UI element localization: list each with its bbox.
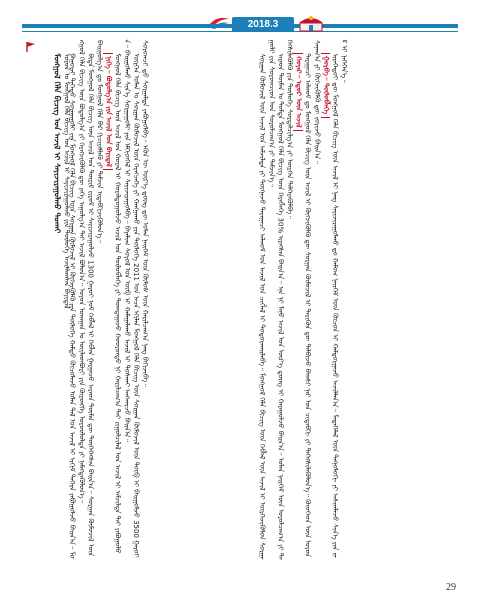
article-intro: ᠣᠷᠣᠨ ᠤ ᠮᠣᠩᠭᠣᠯ ᠬᠡᠯᠡ ᠪᠢᠴᠢᠭ ᠤᠨ ᠠᠵᠢᠯ ᠢ ᠰᠠᠶᠢᠵᠢᠷᠠᠭᠤᠯᠬᠤ ᠶᠢᠨ ᠲᠥᠯᠥᠭᠡ ᠠᠵᠢᠯᠯᠠᠭᠰᠠᠨ ᠪᠠᠶᠢᠳᠠᠯ <box>62 53 71 309</box>
paragraph: ᠪᠢᠳᠡ ᠮᠣᠩᠭᠣᠯ ᠬᠡᠯᠡ ᠪᠢᠴᠢᠭ ᠦᠨ ᠠᠵᠢᠯ ᠤᠨ ᠳᠦᠷᠢᠮ ᠵᠢᠷᠤᠮ ᠢ ᠰᠠᠶᠢᠵᠢᠷᠠᠭᠤᠯᠵᠤ 1300 ᠭᠠᠷᠤᠢ ᠨᠣᠮ ᠬᠡᠪᠯᠡᠯ ᠢ ᠬᠡᠪᠯᠡᠨ ᠭᠠᠷᠭᠠᠵᠤ ᠠᠷᠠᠳ ᠲᠦᠮᠡᠨ ᠳᠦ ᠲᠦᠭᠡᠭᠡᠭᠰᠡᠨ ᠪᠠᠢᠨ᠎ᠠ᠃ ᠰᠤᠷᠭᠠᠨ ᠬᠦᠮᠦᠵᠢᠯ ᠦᠨ ᠪᠠᠢᠭᠤᠯᠭ᠎ᠠ ᠳᠤ ᠮᠣᠩᠭᠣᠯ ᠬᠡᠯᠡ ᠪᠡᠷ ᠬᠢᠴᠢᠶᠡᠯᠯᠡᠬᠦ ᠶᠢ ᠳᠡᠮᠵᠢᠨ ᠢᠳᠡᠪᠬᠢᠵᠢᠭᠦᠯᠦᠨ᠎ᠡ᠃ <box>86 40 104 559</box>
article-intro-column <box>24 40 71 560</box>
paragraph: ᠠᠷᠠᠳ ᠲᠦᠮᠡᠨ ᠤ ᠳᠤᠮᠳᠠ ᠮᠣᠩᠭᠣᠯ ᠬᠡᠯᠡ ᠪᠢᠴᠢᠭ ᠦᠨ ᠬᠡᠷᠡᠭᠯᠡᠭᠡ 30% ᠢᠷᠡᠭᠰᠡᠨ ᠪᠠᠢᠨ᠎ᠠ᠃ ᠡᠨᠡ ᠨᠢ ᠮᠠᠨᠤ ᠠᠵᠢᠯ ᠤᠨ ᠦᠷ᠎ᠡ ᠳ᠋ᠦᠩ ᠢ ᠬᠠᠷᠠᠭᠤᠯᠵᠤ ᠪᠠᠢᠨ᠎ᠠ᠃ ᠣᠯᠠᠨ ᠨᠡᠢᠭᠡᠮ ᠦᠨ ᠣᠷᠣᠯᠴᠠᠭ᠎ᠠ ᠶᠢ ᠳᠡᠭᠡᠭᠰᠢᠯᠡᠭᠦᠯᠬᠦ ᠶᠢᠨ ᠲᠥᠯᠥᠭᠡ ᠰᠤᠷᠲᠠᠯᠴᠢᠯᠭ᠎ᠠ ᠶᠢ ᠥᠷᠭᠡᠨ ᠳᠡᠯᠭᠡᠷᠡᠭᠦᠯᠪᠡ᠃ <box>276 40 294 560</box>
section-heading: ᠨᠢᠭᠡ᠃ ᠪᠣᠳᠣᠯᠭ᠎ᠠ ᠵᠢᠨ ᠠᠵᠢᠯ ᠤᠨ ᠪᠠᠶᠢᠳᠠᠯ <box>103 53 112 170</box>
yurt-emblem-icon <box>296 11 326 33</box>
paragraph: ᠢᠷᠡᠭᠡᠳᠦᠢ ᠳᠦ ᠮᠣᠩᠭᠣᠯ ᠬᠡᠯᠡ ᠪᠢᠴᠢᠭ ᠦᠨ ᠠᠵᠢᠯ ᠢ ᠨᠡᠩ ᠰᠠᠶᠢᠵᠢᠷᠠᠭᠤᠯᠬᠤ ᠳᠤ ᠬᠠᠮᠤᠭ ᠨᠡᠢᠭᠡᠮ ᠦᠨ ᠬᠦᠴᠦᠨ ᠢ ᠬᠠᠮᠲᠤᠷᠭᠠᠵᠤ ᠠᠵᠢᠯᠯᠠᠨ᠎ᠠ᠃ ᠮᠡᠳᠡᠭᠡᠯᠡᠯ ᠦᠨ ᠲᠡᠭᠨᠣᠯᠣᠭᠢ ᠶᠢ ᠠᠰᠢᠭᠯᠠᠵᠤ ᠰᠢᠨ᠎ᠡ ᠶᠢᠨ ᠵᠠᠮ ᠢ ᠨᠡᠭᠡᠭᠡᠨ᠎ᠡ᠃ <box>330 40 349 558</box>
article-title: ᠮᠣᠩᠭᠣᠯ ᠬᠡᠯᠡ ᠪᠢᠴᠢᠭ ᠤᠨ ᠠᠵᠢᠯ ᠢ ᠰᠠᠶᠢᠵᠢᠷᠠᠭᠤᠯᠬᠤ ᠲᠤᠬᠠᠢ <box>52 53 62 234</box>
column-right <box>248 40 458 560</box>
column-left <box>58 40 240 560</box>
paragraph: ᠳᠠᠷᠠᠭᠠᠴᠢ ᠠᠯᠬᠤᠮ ᠳᠤ ᠮᠣᠩᠭᠣᠯ ᠬᠡᠯᠡ ᠪᠢᠴᠢᠭ ᠦᠨ ᠠᠵᠢᠯ ᠢ ᠬᠥᠭᠵᠢᠭᠦᠯᠬᠦ ᠳᠦ ᠰᠤᠷᠭᠠᠨ ᠬᠦᠮᠦᠵᠢᠯ ᠢ ᠲᠡᠷᠢᠭᠦᠨ ᠳᠦ ᠲᠠᠯᠪᠢᠵᠤ ᠪᠠᠭᠰᠢ ᠨᠠᠷ ᠤᠨ ᠴᠢᠳᠠᠪᠬᠢ ᠶᠢ ᠳᠡᠭᠡᠭᠰᠢᠯᠡᠭᠦᠯᠦᠨ᠎ᠡ᠃ ᠬᠦᠦᠬᠡᠳ ᠦᠨ ᠣᠶᠤᠨ ᠰᠠᠨᠠᠭ᠎ᠠ ᠶᠢ ᠬᠥᠭᠵᠢᠭᠦᠯᠬᠦ ᠳᠦ ᠵᠣᠷᠢᠵᠤ ᠪᠠᠢᠨ᠎ᠠ᠃ <box>303 40 321 560</box>
page-number: 29 <box>446 582 456 593</box>
swoosh-icon <box>207 13 231 31</box>
issue-badge: 2018.3 <box>232 17 294 32</box>
article-body <box>24 40 458 560</box>
paragraph: ᠰᠤᠷᠭᠠᠨ ᠬᠦᠮᠦᠵᠢᠯ ᠦᠨ ᠠᠵᠢᠯ ᠤᠨ ᠠᠮᠵᠢᠯᠲᠠ ᠶᠢ ᠳᠦᠭᠨᠡᠵᠦ ᠳᠠᠷᠠᠭᠠᠴᠢ ᠠᠯᠬᠤᠮ ᠤᠨ ᠠᠵᠢᠯ ᠤᠨ ᠴᠢᠭᠯᠡᠯ ᠢ ᠲᠣᠳᠤᠷᠬᠠᠢᠯᠠᠪᠠ᠃ ᠮᠣᠩᠭᠣᠯ ᠬᠡᠯᠡ ᠪᠢᠴᠢᠭ ᠦᠨ ᠬᠡᠪᠯᠡᠯ ᠦᠨ ᠠᠵᠢᠯ ᠢ ᠥᠷᠭᠡᠵᠢᠭᠦᠯᠦᠨ ᠰᠤᠷᠭᠠᠭᠤᠯᠢ ᠶᠢᠨ ᠰᠤᠷᠤᠭᠴᠢᠳ ᠤᠨ ᠰᠤᠷᠤᠯᠴᠠᠭ᠎ᠠ ᠶᠢ ᠳᠡᠮᠵᠢᠨ᠎ᠡ᠃ <box>258 40 276 560</box>
paragraph: ᠮᠣᠩᠭᠣᠯ ᠬᠡᠯᠡ ᠪᠢᠴᠢᠭ ᠦᠨ ᠠᠵᠢᠯ ᠤᠨ ᠬᠤᠷᠠᠯ ᠢ ᠬᠤᠷᠠᠯᠳᠤᠭᠤᠯᠵᠤ ᠠᠵᠢᠯ ᠤᠨ ᠲᠥᠯᠥᠪᠯᠡᠭᠡ ᠶᠢ ᠲᠣᠭᠲᠠᠭᠠᠵᠤ ᠬᠣᠣᠷᠣᠨᠳᠣ ᠨᠢ ᠬᠠᠷᠢᠯᠴᠠᠭ᠎ᠠ ᠲᠠᠢ ᠵᠢᠭᠤᠯᠴᠢᠯᠠᠯ ᠤᠨ ᠠᠵᠢᠯ ᠢ ᠠᠮᠵᠢᠯᠲᠠ ᠲᠠᠢ ᠶᠠᠪᠤᠭᠤᠯᠪᠠ᠃ ᠪᠠᠢᠭᠤᠯᠬᠤ ᠰᠢᠨ᠎ᠡ ᠰᠤᠷᠭᠠᠭᠤᠯᠢ ᠶᠢᠨ ᠡᠮᠬᠢᠳᠬᠡᠯ ᠢ ᠰᠠᠶᠢᠵᠢᠷᠠᠭᠤᠯᠪᠠ᠃ ᠪᠠᠶᠠᠯᠢᠭ ᠰᠣᠶᠣᠯ ᠤᠨ ᠥᠪ ᠢ ᠬᠠᠮᠠᠭᠠᠯᠠᠬᠤ ᠠᠵᠢᠯ ᠢ ᠲᠤᠰᠬᠠᠢ ᠠᠩᠬᠠᠷᠴᠤ ᠪᠠᠢᠨ᠎ᠠ᠃ <box>113 40 131 553</box>
paragraph: ᠥᠷᠭᠡᠨ ᠣᠯᠠᠨ ᠤ ᠰᠤᠷᠭᠠᠨ ᠬᠦᠮᠦᠵᠢᠯ ᠦᠨ ᠬᠡᠷᠡᠭᠴᠡᠭᠡ ᠶᠢ ᠬᠠᠩᠭᠠᠬᠤ ᠶᠢᠨ ᠲᠥᠯᠥᠭᠡ 2011 ᠣᠨ ᠠᠴᠠ ᠡᠬᠢᠯᠡᠨ ᠮᠣᠩᠭᠣᠯ ᠬᠡᠯᠡ ᠪᠢᠴᠢᠭ ᠦᠨ ᠰᠤᠷᠭᠠᠨ ᠬᠦᠮᠦᠵᠢᠯ ᠦᠨ ᠲᠥᠪ ᠢ ᠪᠠᠢᠭᠤᠯᠵᠤ 3500 ᠭᠠᠷᠤᠢ ᠰᠤᠷᠤᠭᠴᠢ ᠳ᠋ᠤ ᠰᠤᠷᠭᠠᠯᠲᠠ ᠶᠠᠪᠤᠭᠤᠯᠪᠠ᠃ ᠡᠭᠦᠨ ᠦ ᠦᠷ᠎ᠡ ᠳ᠋ᠦᠩ ᠳᠦ ᠣᠯᠠᠨ ᠨᠡᠢᠭᠡᠮ ᠦᠨ ᠬᠦᠮᠦᠰ ᠦᠨ ᠬᠠᠷᠢᠯᠴᠠᠭ᠎ᠠ ᠨᠡᠩ ᠪᠡᠬᠢᠵᠢᠪᠡ᠃ <box>131 40 149 560</box>
section-heading: ᠬᠣᠶᠠᠷ᠃ ᠡᠳᠦᠷ ᠦᠨ ᠠᠵᠢᠯ <box>293 53 302 131</box>
paragraph: ᠪᠠᠭᠤᠷᠠᠢ ᠳᠡᠭᠡᠳᠦ ᠰᠤᠷᠭᠠᠭᠤᠯᠢ ᠶᠢᠨ ᠮᠣᠩᠭᠣᠯ ᠬᠡᠯᠡ ᠪᠢᠴᠢᠭ ᠦᠨ ᠰᠤᠷᠭᠠᠨ ᠬᠦᠮᠦᠵᠢᠯ ᠢ ᠬᠥᠭᠵᠢᠭᠦᠯᠬᠦ ᠶᠢᠨ ᠲᠥᠯᠥᠭᠡ ᠬᠠᠮᠲᠤ ᠬᠦᠴᠦᠯᠡᠵᠦ ᠣᠯᠠᠨ ᠲᠠᠯ ᠤᠨ ᠠᠵᠢᠯ ᠢ ᠡᠷᠭᠢᠮ ᠳᠡᠭᠡᠷᠡ ᠶᠠᠪᠤᠭᠤᠯᠵᠤ ᠪᠠᠢᠨ᠎ᠠ᠃ ᠮᠣᠩᠭᠣᠯ ᠬᠡᠯᠡ ᠪᠢᠴᠢᠭ ᠦᠨ ᠪᠤᠳᠤᠯᠭ᠎ᠠ ᠶᠢ ᠬᠡᠷᠡᠭᠵᠢᠭᠦᠯᠬᠦ ᠳᠦ ᠶᠡᠬᠡ ᠠᠭᠤᠯᠭ᠎ᠠ ᠲᠠᠢ ᠠᠵᠢᠯ ᠪᠣᠯᠤᠨ᠎ᠠ᠃ ᠣᠶᠤᠨ ᠤᠬᠠᠭᠠᠨ ᠤ ᠦᠢᠯᠡᠳᠪᠦᠷᠢ ᠶᠢᠨ ᠬᠥᠷᠥᠩᠭᠡ ᠣᠷᠤᠤᠯᠤᠯᠲᠠ ᠶᠢ ᠨᠡᠮᠡᠭᠳᠡᠭᠦᠯᠦᠨ᠎ᠡ᠃ <box>68 40 86 559</box>
section-heading: ᠭᠤᠷᠪᠠ᠃ ᠲᠥᠯᠥᠪᠯᠡᠭᠡ <box>321 53 330 117</box>
